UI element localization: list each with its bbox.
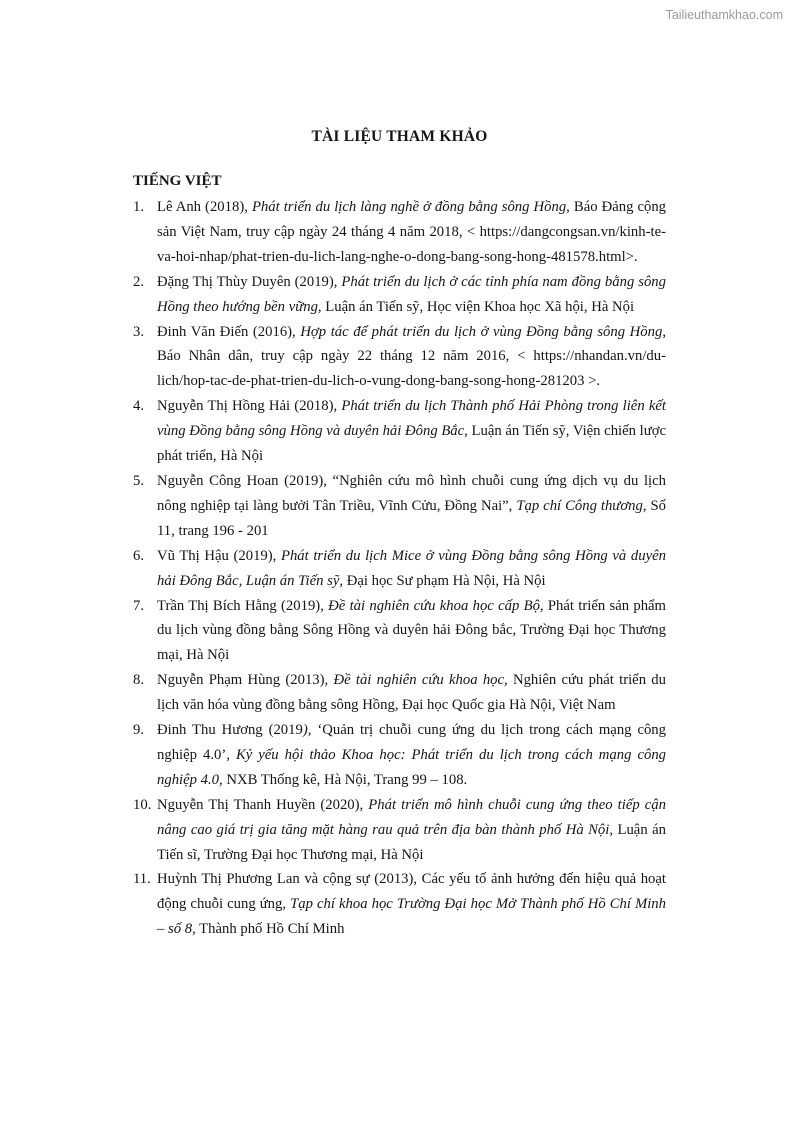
reference-item [133, 867, 666, 942]
reference-text-segment: , Luận án Tiến sĩ, Trường Đại học Thương mại, Hà Nội [157, 821, 666, 863]
reference-text-segment: Tạp chí khoa học Trường Đại học Mở Thành phố Hồ Chí Minh – số 8 [157, 896, 666, 938]
reference-text-segment: ), [302, 722, 312, 739]
reference-text-segment: Phát triển mô hình chuỗi cung ứng theo tiếp cận nâng cao giá trị gia tăng mặt hàng rau quả trên địa bàn thành phố Hà Nội [157, 796, 666, 838]
reference-text-segment: Nguyễn Thị Thanh Huyền (2020), [157, 796, 369, 813]
reference-text-segment: Phát triển du lịch ở các tỉnh phía nam đồng bằng sông Hồng theo hướng bền vững [157, 273, 666, 315]
reference-text-segment: Nguyễn Công Hoan (2019), “Nghiên cứu mô hình chuỗi cung ứng dịch vụ du lịch nông nghiệp tại làng bưởi Tân Triều, Vĩnh Cửu, Đồng Nai”, [157, 472, 666, 514]
reference-text-segment: Phát triển du lịch làng nghề ở đồng bằng sông Hồng, [251, 199, 570, 215]
reference-number: 8. [133, 672, 145, 689]
reference-list [133, 195, 666, 942]
reference-text-segment: Đề tài nghiên cứu khoa học cấp Bộ, [328, 597, 544, 614]
reference-number: 10. [133, 796, 152, 813]
reference-text-segment: Đinh Thu Hương (2019 [157, 722, 303, 739]
reference-text-segment: Báo Đảng cộng sản Việt Nam, truy cập ngày 24 tháng 4 năm 2018, < https://dangcongsan.vn/kinh-te-va-hoi-nhap/phat-trien-du-lich-lang-nghe-o-dong-bang-song-hong-481578.html>. [157, 199, 667, 265]
reference-item [133, 718, 666, 793]
reference-text-segment: Nguyễn Phạm Hùng (2013), [157, 672, 334, 689]
reference-text-segment: Phát triển du lịch Mice ở vùng Đồng bằng sông Hồng và duyên hải Đông Bắc, Luận án Tiến sỹ, [157, 547, 666, 589]
reference-text-segment: , Báo Nhân dân, truy cập ngày 22 tháng 12 năm 2016, < https://nhandan.vn/du-lich/hop-tac-de-phat-trien-du-lich-o-vung-dong-bang-song-hong-281203 >. [157, 323, 666, 390]
reference-text-segment: Kỷ yếu hội thảo Khoa học: Phát triển du lịch trong cách mạng công nghiệp 4.0, [157, 746, 667, 788]
reference-number: 6. [133, 547, 145, 564]
site-watermark-link[interactable]: Tailieuthamkhao.com [665, 8, 783, 22]
reference-number: 1. [133, 199, 145, 215]
reference-item [133, 394, 666, 469]
reference-number: 7. [133, 597, 145, 614]
reference-text-segment: , Thành phố Hồ Chí Minh [192, 921, 345, 938]
reference-text-segment: Vũ Thị Hậu (2019), [157, 547, 281, 564]
reference-number: 5. [133, 472, 145, 489]
reference-item [133, 594, 666, 669]
reference-item [133, 195, 666, 270]
reference-text-segment: Đặng Thị Thùy Duyên (2019), [157, 273, 342, 290]
reference-text-segment: Trần Thị Bích Hằng (2019), [157, 597, 329, 614]
reference-item [133, 793, 666, 868]
page-content [133, 128, 666, 942]
reference-text-segment: Lê Anh (2018), [157, 199, 252, 215]
reference-item [133, 320, 666, 395]
section-heading-tieng-viet: TIẾNG VIỆT [133, 173, 222, 189]
reference-text-segment: Đinh Văn Điến (2016), [157, 323, 301, 340]
reference-number: 11. [133, 871, 151, 888]
reference-item [133, 668, 666, 718]
reference-text-segment: NXB Thống kê, Hà Nội, Trang 99 – 108. [222, 771, 468, 788]
reference-text-segment: Tạp chí Công thương [516, 497, 643, 514]
reference-text-segment: , Luận án Tiến sỹ, Học viện Khoa học Xã hội, Hà Nội [317, 298, 635, 315]
reference-text-segment: Phát triển du lịch Thành phố Hải Phòng trong liên kết vùng Đồng bằng sông Hồng và duyên hải Đông Bắc [157, 398, 666, 440]
reference-text-segment: Đại học Sư phạm Hà Nội, Hà Nội [343, 572, 546, 589]
reference-text-segment: , Số 11, trang 196 - 201 [157, 497, 667, 539]
reference-text-segment: ‘Quản trị chuỗi cung ứng du lịch trong cách mạng công nghiệp 4.0’, [157, 722, 666, 763]
reference-number: 4. [133, 398, 145, 415]
reference-text-segment: Phát triển sản phẩm du lịch vùng đồng bằng Sông Hồng và duyên hải Đông bắc, Trường Đại học Thương mại, Hà Nội [157, 597, 666, 664]
reference-item [133, 270, 666, 320]
reference-text-segment: Nguyễn Thị Hồng Hải (2018), [157, 398, 342, 415]
reference-text-segment: Nghiên cứu phát triển du lịch văn hóa vùng đồng bằng sông Hồng, Đại học Quốc gia Hà Nội, Việt Nam [157, 672, 666, 714]
reference-text-segment: , Luận án Tiến sỹ, Viện chiến lược phát triển, Hà Nội [157, 423, 666, 465]
reference-text-segment: Đề tài nghiên cứu khoa học, [333, 672, 508, 689]
reference-item [133, 469, 666, 544]
reference-item [133, 544, 666, 594]
reference-text-segment: Huỳnh Thị Phương Lan và cộng sự (2013), Các yếu tố ảnh hưởng đến hiệu quả hoạt động chuỗi cung ứng, [157, 871, 666, 913]
reference-text-segment: Hợp tác để phát triển du lịch ở vùng Đồng bằng sông Hồng [300, 323, 663, 340]
page-title: TÀI LIỆU THAM KHẢO [311, 128, 488, 145]
reference-number: 2. [133, 273, 145, 290]
reference-number: 3. [133, 323, 145, 340]
reference-number: 9. [133, 722, 145, 739]
